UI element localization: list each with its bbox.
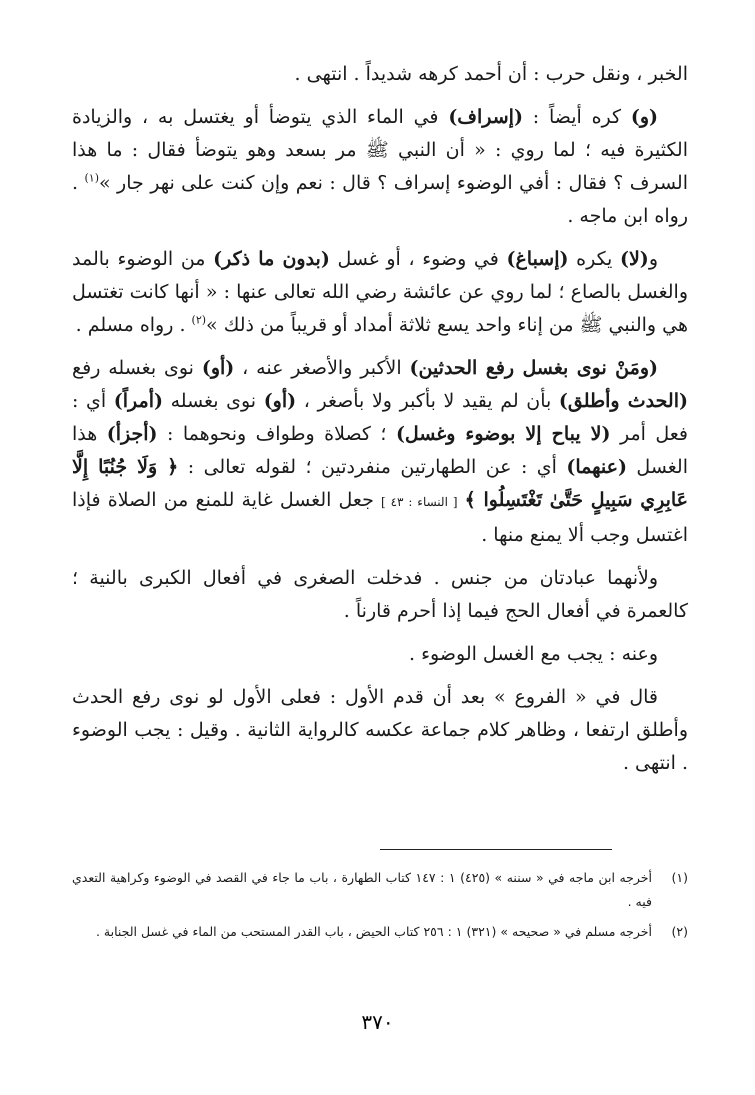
text-run: في الماء الذي يتوضأ أو يغتسل به ، والزيادة الكثيرة فيه ؛ لما روي : « أن النبي ﷺ مر بسعد وهو يتوضأ فقال : ما هذا السرف ؟ فقال : أفي الوضوء إسراف ؟ قال : نعم وإن كنت على نهر جار » [72, 106, 688, 194]
footnote-ref-1[interactable]: (١) [84, 171, 99, 185]
quran-verse: ﴿ وَلَا جُنُبًا إِلَّا عَابِرِي سَبِيلٍ حَتَّىٰ تَغْتَسِلُوا ﴾ [72, 456, 688, 511]
paragraph-3 [72, 243, 688, 342]
text-run: . رواه مسلم . [75, 314, 192, 336]
keyword: (أجزأ) [106, 423, 158, 445]
keyword: (إسراف) [448, 106, 523, 128]
keyword: (و) [630, 106, 658, 128]
paragraph-6: وعنه : يجب مع الغسل الوضوء . [409, 643, 658, 665]
paragraph-1: الخبر ، ونقل حرب : أن أحمد كرهه شديداً . انتهى . [294, 63, 688, 85]
verse-citation: [ النساء : ٤٣ ] [380, 495, 458, 509]
text-run: من الوضوء بالمد والغسل بالصاع ؛ لما روي عن عائشة رضي الله تعالى عنها : « أنها كانت تغتسل هي والنبي ﷺ من إناء واحد يسع ثلاثة أمداد أو قريباً من ذلك » [72, 248, 688, 336]
keyword: (إسباغ) [506, 248, 569, 270]
footnote-number: (٢) [671, 924, 688, 939]
paragraph-4 [72, 352, 688, 552]
keyword: (أو) [263, 390, 297, 412]
keyword: (عنهما) [566, 456, 627, 478]
keyword: (أمراً) [113, 390, 163, 412]
keyword: (الحدث وأطلق) [558, 390, 688, 412]
text-run: أي : عن الطهارتين منفردتين ؛ لقوله تعالى : [178, 456, 567, 478]
keyword: (لا يباح إلا بوضوء وغسل) [395, 423, 611, 445]
keyword: (لا) [619, 248, 649, 270]
footnote-1 [72, 866, 688, 914]
keyword: (أو) [201, 357, 235, 379]
main-text [72, 58, 688, 790]
footnote-2 [72, 920, 688, 944]
paragraph-7: قال في « الفروع » بعد أن قدم الأول : فعلى الأول لو نوى رفع الحدث وأطلق ارتفعا ، وظاهر كلام جماعة عكسه كالرواية الثانية . وقيل : يجب الوضوء . انتهى . [72, 686, 688, 774]
footnotes [72, 866, 688, 950]
text-run: هذا الغسل [72, 423, 688, 478]
text-run: كره أيضاً : [522, 106, 631, 128]
footnote-text: أخرجه مسلم في « صحيحه » (٣٢١) ١ : ٢٥٦ كتاب الحيض ، باب القدر المستحب من الماء في غسل الجنابة . [95, 924, 652, 939]
footnote-ref-2[interactable]: (٢) [191, 313, 207, 327]
text-run: جعل الغسل غاية للمنع من الصلاة فإذا اغتسل وجب ألا يمنع منها . [72, 489, 688, 546]
paragraph-2 [72, 101, 688, 233]
text-run: أي : فعل أمر [72, 390, 689, 445]
text-run: نوى بغسله [162, 390, 264, 412]
text-run: نوى بغسله رفع [72, 357, 202, 379]
footnote-divider [380, 849, 612, 850]
text-run: ؛ كصلاة وطواف ونحوهما : [157, 423, 396, 445]
text-run: و [648, 248, 658, 270]
page-number: ٣٧٠ [361, 1010, 394, 1034]
footnote-number: (١) [671, 870, 688, 885]
text-run: . رواه ابن ماجه . [72, 172, 688, 227]
text-run: بأن لم يقيد لا بأكبر ولا بأصغر ، [296, 390, 559, 412]
paragraph-5: ولأنهما عبادتان من جنس . فدخلت الصغرى في أفعال الكبرى بالنية ؛ كالعمرة في أفعال الحج فيما إذا أحرم قارناً . [72, 567, 688, 622]
keyword: (بدون ما ذكر) [213, 248, 330, 270]
text-run: في وضوء ، أو غسل [329, 248, 507, 270]
text-run: يكره [568, 248, 620, 270]
footnote-text: أخرجه ابن ماجه في « سننه » (٤٢٥) ١ : ١٤٧ كتاب الطهارة ، باب ما جاء في القصد في الوضوء وكراهية التعدي فيه . [72, 870, 652, 909]
text-run: الأكبر والأصغر عنه ، [234, 357, 410, 379]
keyword: (ومَنْ نوى بغسل رفع الحدثين) [409, 357, 658, 379]
